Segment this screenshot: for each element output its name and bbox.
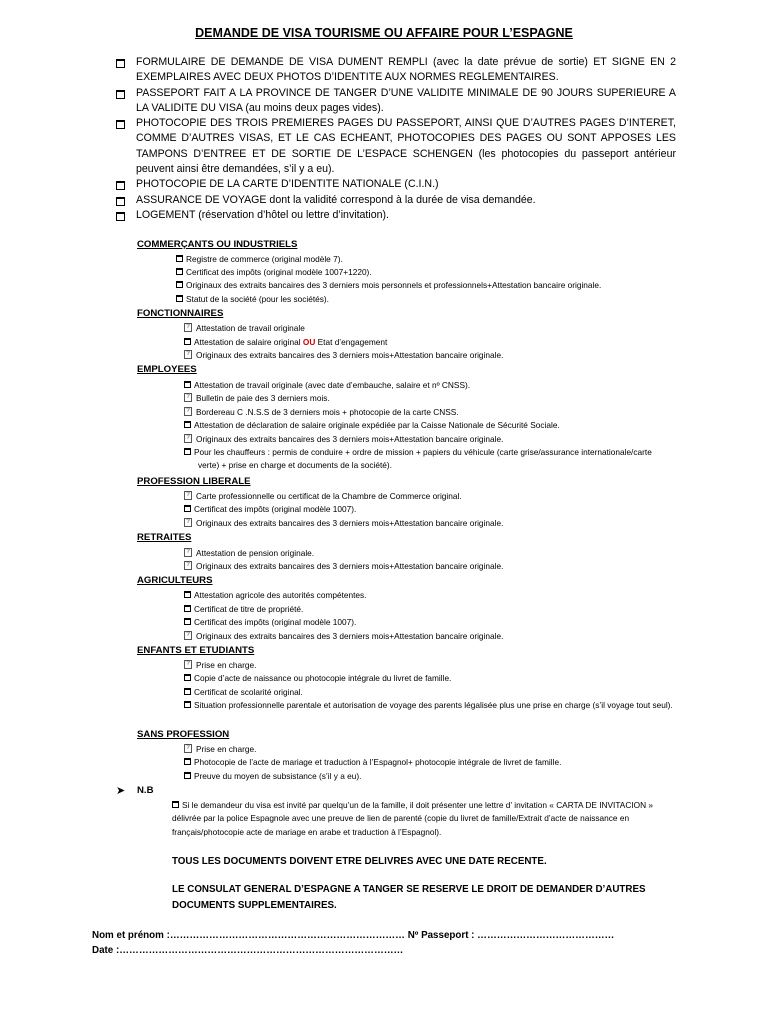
list-item: ?Originaux des extraits bancaires des 3 derniers mois+Attestation bancaire originale.	[184, 349, 674, 362]
checkbox-icon	[176, 281, 183, 288]
list-item: ?Originaux des extraits bancaires des 3 derniers mois+Attestation bancaire originale.	[184, 517, 674, 530]
question-box-icon	[184, 548, 192, 557]
list-item: ?Bordereau C .N.S.S de 3 derniers mois + photocopie de la carte CNSS.	[184, 406, 674, 419]
category-heading-agriculteurs: AGRICULTEURS	[137, 575, 213, 586]
category-heading-employees: EMPLOYEES	[137, 364, 197, 375]
checkbox-icon	[184, 674, 191, 681]
checkbox-icon	[116, 90, 125, 99]
list-item: PHOTOCOPIE DES TROIS PREMIERES PAGES DU PASSEPORT, AINSI QUE D’AUTRES PAGES D’INTERET, COMME D’AUTRES VISAS, ET LE CAS ECHEANT, PHOTOCOPIES DES PAGES OU SONT APPOSES LES TAMPONS D’ENTREE ET DE SORTIE DE L’ESPACE SCHENGEN (les photocopies du passeport antérieur peuvent ainsi être demandées, s’il y a eu).	[116, 116, 676, 177]
nb-label: N.B	[137, 785, 154, 796]
footer-date-row	[92, 945, 403, 956]
checkbox-icon	[184, 688, 191, 695]
checkbox-icon	[184, 421, 191, 428]
question-box-icon	[184, 323, 192, 332]
list-item: Certificat de titre de propriété.	[184, 603, 674, 616]
list-item: ?Attestation de pension originale.	[184, 547, 674, 560]
checkbox-icon	[172, 801, 179, 808]
list-item: Statut de la société (pour les sociétés).	[176, 293, 666, 306]
category-heading-fonctionnaires: FONCTIONNAIRES	[137, 308, 224, 319]
checkbox-icon	[116, 197, 125, 206]
question-box-icon	[184, 518, 192, 527]
list-item: Attestation de déclaration de salaire originale expédiée par la Caisse Nationale de Sécurité Sociale.	[184, 419, 674, 432]
question-box-icon	[184, 744, 192, 753]
list-item: Situation professionnelle parentale et autorisation de voyage des parents légalisée plus une prise en charge (s’il voyage tout seul).	[184, 699, 676, 712]
checkbox-icon	[184, 701, 191, 708]
checkbox-icon	[184, 381, 191, 388]
list-item: Copie d’acte de naissance ou photocopie intégrale du livret de famille.	[184, 672, 674, 685]
category-heading-sans-profession: SANS PROFESSION	[137, 729, 230, 740]
list-item: ?Prise en charge.	[184, 659, 674, 672]
list-item: ASSURANCE DE VOYAGE dont la validité correspond à la durée de visa demandée.	[116, 193, 676, 208]
list-item: PHOTOCOPIE DE LA CARTE D’IDENTITE NATIONALE (C.I.N.)	[116, 177, 676, 192]
list-item: ?Originaux des extraits bancaires des 3 derniers mois+Attestation bancaire originale.	[184, 560, 674, 573]
arrow-bullet-icon: ➤	[116, 785, 126, 797]
checkbox-icon	[184, 758, 191, 765]
list-item: ?Prise en charge.	[184, 743, 674, 756]
name-field[interactable]: ………………………………………………………………	[169, 930, 405, 941]
list-item: Preuve du moyen de subsistance (s’il y a eu).	[184, 770, 674, 783]
checkbox-icon	[176, 268, 183, 275]
question-box-icon	[184, 660, 192, 669]
name-label: Nom et prénom :	[92, 930, 170, 941]
question-box-icon	[184, 350, 192, 359]
question-box-icon	[184, 434, 192, 443]
list-item: PASSEPORT FAIT A LA PROVINCE DE TANGER D’UNE VALIDITE MINIMALE DE 90 JOURS SUPERIEURE A LA VALIDITE DU VISA (au moins deux pages vides).	[116, 86, 676, 117]
checkbox-icon	[184, 772, 191, 779]
list-item: Certificat de scolarité original.	[184, 686, 674, 699]
list-item: ?Bulletin de paie des 3 derniers mois.	[184, 392, 674, 405]
list-item: Pour les chauffeurs : permis de conduire + ordre de mission + papiers du véhicule (carte grise/assurance internationale/carte verte) + prise en charge et documents de la société).	[184, 446, 668, 473]
checkbox-icon	[116, 59, 125, 68]
notice-consulate-rights: LE CONSULAT GENERAL D’ESPAGNE A TANGER SE RESERVE LE DROIT DE DEMANDER D’AUTRES DOCUMENTS SUPPLEMENTAIRES.	[172, 884, 646, 911]
list-item: ?Attestation de travail originale	[184, 322, 674, 335]
checkbox-icon	[184, 618, 191, 625]
passport-label: Nº Passeport :	[407, 930, 475, 941]
list-item: Registre de commerce (original modèle 7).	[176, 253, 666, 266]
list-item: Originaux des extraits bancaires des 3 derniers mois personnels et professionnels+Attestation bancaire originale.	[176, 279, 666, 292]
page-title: DEMANDE DE VISA TOURISME OU AFFAIRE POUR L’ESPAGNE	[195, 26, 573, 40]
or-highlight: OU	[302, 337, 316, 347]
checkbox-icon	[184, 505, 191, 512]
question-box-icon	[184, 631, 192, 640]
checkbox-icon	[176, 295, 183, 302]
list-item: Certificat des impôts (original modèle 1007).	[184, 616, 674, 629]
list-item: ?Carte professionnelle ou certificat de la Chambre de Commerce original.	[184, 490, 674, 503]
question-box-icon	[184, 407, 192, 416]
list-item: Certificat des impôts (original modèle 1007+1220).	[176, 266, 666, 279]
list-item: ?Originaux des extraits bancaires des 3 derniers mois+Attestation bancaire originale.	[184, 630, 674, 643]
checkbox-icon	[184, 448, 191, 455]
category-heading-liberale: PROFESSION LIBERALE	[137, 476, 251, 487]
date-label: Date :	[92, 945, 120, 956]
category-heading-enfants: ENFANTS ET ETUDIANTS	[137, 645, 255, 656]
list-item: Attestation agricole des autorités compétentes.	[184, 589, 674, 602]
checkbox-icon	[176, 255, 183, 262]
checkbox-icon	[184, 591, 191, 598]
list-item: Attestation de salaire original OU Etat d’engagement	[184, 336, 674, 349]
checkbox-icon	[116, 181, 125, 190]
list-item: FORMULAIRE DE DEMANDE DE VISA DUMENT REMPLI (avec la date prévue de sortie) ET SIGNE EN 2 EXEMPLAIRES AVEC DEUX PHOTOS D’IDENTITE AUX NORMES REGLEMENTAIRES.	[116, 55, 676, 86]
nb-text: Si le demandeur du visa est invité par quelqu’un de la famille, il doit présenter une lettre d’ invitation « CARTA DE INVITACION » délivrée par la police Espagnole avec une preuve de lien de parenté (copie du livret de famille/Extrait d’acte de naissance en français/photocopie acte de mariage en arabe et traduction à l’Espagnol).	[172, 800, 654, 837]
list-item: ?Originaux des extraits bancaires des 3 derniers mois+Attestation bancaire originale.	[184, 433, 674, 446]
question-box-icon	[184, 491, 192, 500]
passport-field[interactable]: ……………………………………	[477, 930, 615, 941]
main-requirements-list	[116, 55, 676, 223]
list-item: Photocopie de l’acte de mariage et traduction à l’Espagnol+ photocopie intégrale de livret de famille.	[184, 756, 674, 769]
question-box-icon	[184, 393, 192, 402]
category-heading-retraites: RETRAITES	[137, 532, 192, 543]
checkbox-icon	[116, 212, 125, 221]
footer-name-passport-row	[92, 930, 614, 941]
list-item: LOGEMENT (réservation d’hôtel ou lettre d’invitation).	[116, 208, 676, 223]
list-item: Attestation de travail originale (avec date d’embauche, salaire et nº CNSS).	[184, 379, 674, 392]
list-item: Certificat des impôts (original modèle 1007).	[184, 503, 674, 516]
checkbox-icon	[116, 120, 125, 129]
question-box-icon	[184, 561, 192, 570]
notice-recent-documents: TOUS LES DOCUMENTS DOIVENT ETRE DELIVRES AVEC UNE DATE RECENTE.	[172, 856, 547, 867]
checkbox-icon	[184, 338, 191, 345]
category-heading-commercants: COMMERÇANTS OU INDUSTRIELS	[137, 239, 298, 250]
date-field[interactable]: ……………………………………………………………………………	[119, 945, 404, 956]
checkbox-icon	[184, 605, 191, 612]
